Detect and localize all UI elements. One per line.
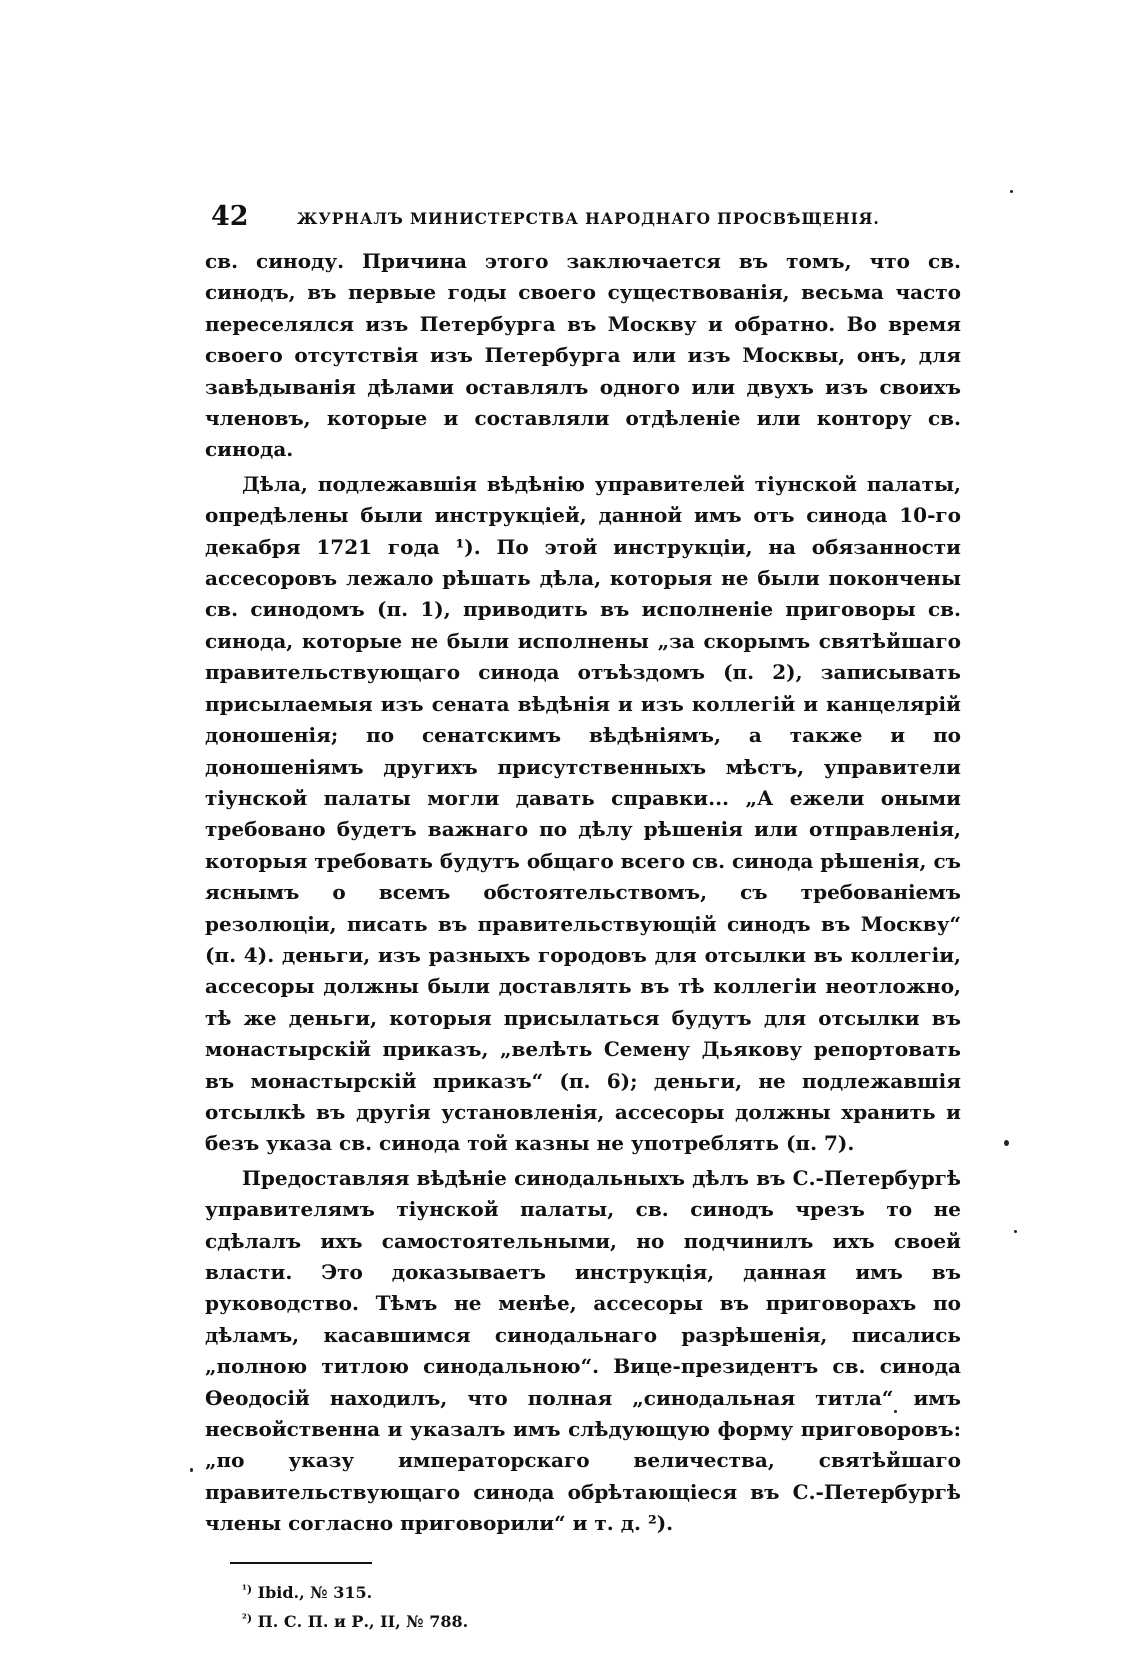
footnote-marker: ¹) <box>242 1582 253 1596</box>
running-head: ЖУРНАЛЪ МИНИСТЕРСТВА НАРОДНАГО ПРОСВѢЩЕНІЯ. <box>297 209 880 228</box>
page-header <box>205 200 961 234</box>
paragraph: Предоставляя вѣдѣніе синодальныхъ дѣлъ въ С.-Петербургѣ управителямъ тіунской палаты, св. синодъ чрезъ то не сдѣлалъ ихъ самостоятельными, но подчинилъ ихъ своей власти. Это доказываетъ инструкція, данная имъ въ руководство. Тѣмъ не менѣе, ассесоры въ приговорахъ по дѣламъ, касавшимся синодальнаго разрѣшенія, писались „полною титлою синодальною“. Вице-президентъ св. синода Ѳеодосій находилъ, что полная „синодальная титла“ имъ несвойственна и указалъ имъ слѣдующую форму приговоровъ: „по указу императорскаго величества, святѣйшаго правительствующаго синода обрѣтающіеся въ С.-Петербургѣ члены согласно приговорили“ и т. д. ²). <box>205 1165 961 1536</box>
scan-speck <box>1004 1140 1009 1146</box>
footnotes <box>242 1577 961 1635</box>
footnote-marker: ²) <box>242 1611 253 1625</box>
footnote-divider <box>230 1562 372 1564</box>
book-page <box>205 200 961 1635</box>
body-text <box>205 246 961 1540</box>
footnote-text: П. С. П. и Р., II, № 788. <box>257 1611 469 1631</box>
scan-speck <box>894 1410 897 1413</box>
scan-speck <box>1014 1230 1017 1233</box>
scan-speck <box>190 1468 193 1472</box>
footnote-text: Ibid., № 315. <box>257 1582 373 1602</box>
scan-speck <box>1010 190 1013 193</box>
paragraph: Дѣла, подлежавшія вѣдѣнію управителей тіунской палаты, опредѣлены были инструкціей, данной имъ отъ синода 10-го декабря 1721 года ¹). По этой инструкціи, на обязанности ассесоровъ лежало рѣшать дѣла, которыя не были покончены св. синодомъ (п. 1), приводить въ исполненіе приговоры св. синода, которые не были исполнены „за скорымъ святѣйшаго правительствующаго синода отъѣздомъ (п. 2), записывать присылаемыя изъ сената вѣдѣнія и изъ коллегій и канцелярій доношенія; по сенатскимъ вѣдѣніямъ, а также и по доношеніямъ другихъ присутственныхъ мѣстъ, управители тіунской палаты могли давать справки... „А ежели оными требовано будетъ важнаго по дѣлу рѣшенія или отправленія, которыя требовать будутъ общаго всего св. синода рѣшенія, съ яснымъ о всемъ обстоятельствомъ, съ требованіемъ резолюціи, писать въ правительствующій синодъ въ Москву“ (п. 4). деньги, изъ разныхъ городовъ для отсылки въ коллегіи, ассесоры должны были доставлять въ тѣ коллегіи неотложно, тѣ же деньги, которыя присылаться будутъ для отсылки въ монастырскій приказъ, „велѣть Семену Дьякову репортовать въ монастырскій приказъ“ (п. 6); деньги, не подлежавшія отсылкѣ въ другія установленія, ассесоры должны хранить и безъ указа св. синода той казны не употреблять (п. 7). <box>205 471 961 1156</box>
page-number: 42 <box>211 201 249 232</box>
paragraph: св. синоду. Причина этого заключается въ томъ, что св. синодъ, въ первые годы своего существованія, весьма часто переселялся изъ Петербурга въ Москву и обратно. Во время своего отсутствія изъ Петербурга или изъ Москвы, онъ, для завѣдыванія дѣлами оставлялъ одного или двухъ изъ своихъ членовъ, которые и составляли отдѣленіе или контору св. синода. <box>205 249 961 462</box>
footnote <box>242 1606 961 1635</box>
footnote <box>242 1577 961 1606</box>
